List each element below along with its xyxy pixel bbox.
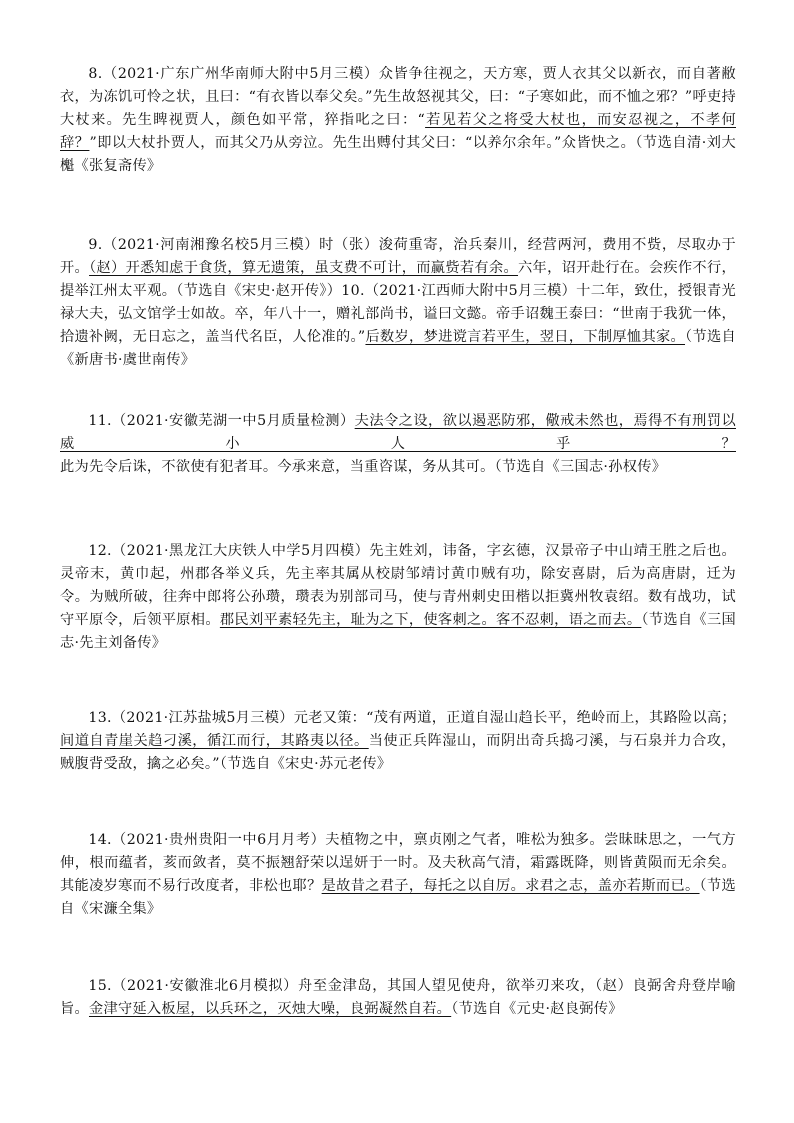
question-13-text xyxy=(60,707,736,776)
text-segment: 当使正兵阵湿山，而阴出奇兵捣刁溪，与石泉并力合攻，贼腹背受敌，擒之必矣。”（节选自《宋史·苏元老传》 xyxy=(60,733,736,772)
underlined-segment: 金津守延入板屋，以兵环之，灭烛大噪，良弼凝然自若。 xyxy=(88,1001,452,1017)
underlined-segment: 间道自青崖关趋刁溪，循江而行，其路夷以径。 xyxy=(60,733,369,749)
underlined-segment: 若见若父之将受大杖也，而安忍视之，不孝何辞？ xyxy=(60,112,736,151)
question-11-text xyxy=(60,410,736,479)
text-segment: （节选自《新唐书·虞世南传》 xyxy=(60,329,736,368)
underlined-segment: （赵）开悉知虑于食货，算无遗策，虽支费不可计，而赢赀若有余。 xyxy=(89,260,519,276)
text-segment: 12.（2021·黑龙江大庆铁人中学5月四模）先主姓刘，讳备，字玄德，汉景帝子中山靖王胜之后也。灵帝末，黄巾起，州郡各举义兵，先主率其属从校尉邹靖讨黄巾贼有功，除安喜尉，后为高唐尉，迁为令。为贼所破，往奔中郎将公孙瓒，瓒表为别部司马，使与青州刺史田楷以拒冀州牧袁绍。数有战功，试守平原令，后领平原相。 xyxy=(60,543,736,628)
question-8 xyxy=(60,63,736,178)
question-14-text xyxy=(60,829,736,921)
question-12-text xyxy=(60,540,736,655)
underlined-segment: 夫法令之设，欲以遏恶防邪，儆戒未然也，焉得不有刑罚以威小人乎？ xyxy=(60,413,736,452)
text-segment: （节选自《三国志·先主刘备传》 xyxy=(60,612,736,651)
underlined-segment: 是故昔之君子，每托之以自厉。求君之志，盖亦若斯而已。 xyxy=(321,878,700,894)
question-12 xyxy=(60,540,736,655)
text-segment: ”即以大杖扑贾人，而其父乃从旁泣。先生出赙付其父曰：“以养尔余年。”众皆快之。（节选自清·刘大櫆《张复斋传》 xyxy=(60,135,737,174)
text-segment: 13.（2021·江苏盐城5月三模）元老又策：“茂有两道，正道自湿山趋长平，绝岭而上，其路险以高； xyxy=(88,710,736,726)
question-9-text xyxy=(60,234,736,372)
underlined-segment: 郡民刘平素轻先主，耻为之下，使客刺之。客不忍刺，语之而去。 xyxy=(219,612,642,628)
text-segment: 此为先令后诛，不欲使有犯者耳。今承来意，当重咨谋，务从其可。（节选自《三国志·孙权传》 xyxy=(60,459,667,475)
question-13 xyxy=(60,707,736,776)
underlined-segment: 后数岁，梦进谠言若平生，翌日，下制厚恤其家。 xyxy=(365,329,686,345)
text-segment: 六年，诏开赴行在。会疾作不行，提举江州太平观。（节选自《宋史·赵开传》）10.（2021·江西师大附中5月三模）十二年，致仕，授银青光禄大夫，弘文馆学士如故。卒，年八十一，赠礼部尚书，谥曰文懿。帝手诏魏王泰曰：“世南于我犹一体，拾遗补阙，无日忘之，盖当代名臣，人伦准的。” xyxy=(60,260,736,345)
question-15-text xyxy=(60,975,736,1021)
question-8-text xyxy=(60,63,736,178)
question-15 xyxy=(60,975,736,1021)
text-segment: 9.（2021·河南湘豫名校5月三模）时（张）浚荷重寄，治兵秦川，经营两河，费用不赀，尽取办于开。 xyxy=(60,237,736,276)
text-segment: （节选自《元史·赵良弼传》 xyxy=(451,1001,623,1017)
text-segment: 8.（2021·广东广州华南师大附中5月三模）众皆争往视之，天方寒，贾人衣其父以新衣，而自著敝衣，为冻饥可怜之状，且曰：“有衣皆以奉父矣。”先生故怒视其父，曰：“子寒如此，而不恤之邪？”呼吏持大杖来。先生睥视贾人，颜色如平常，猝指叱之曰：“ xyxy=(60,66,736,128)
question-11 xyxy=(60,410,736,479)
question-9-10 xyxy=(60,234,736,372)
text-segment: 11.（2021·安徽芜湖一中5月质量检测） xyxy=(88,413,355,429)
question-14 xyxy=(60,829,736,921)
text-segment: 15.（2021·安徽淮北6月模拟）舟至金津岛，其国人望见使舟，欲举刃来攻，（赵）良弼舍舟登岸喻旨。 xyxy=(60,978,736,1017)
text-segment: （节选自《宋濂全集》 xyxy=(60,878,736,917)
text-segment: 14.（2021·贵州贵阳一中6月月考）夫植物之中，禀贞刚之气者，唯松为独多。尝昧昧思之，一气方伸，根而蕴者，荄而敛者，莫不振翘舒荣以逞妍于一时。及夫秋高气清，霜露既降，则皆黄陨而无余矣。其能凌岁寒而不易行改度者，非松也耶？ xyxy=(60,832,736,894)
